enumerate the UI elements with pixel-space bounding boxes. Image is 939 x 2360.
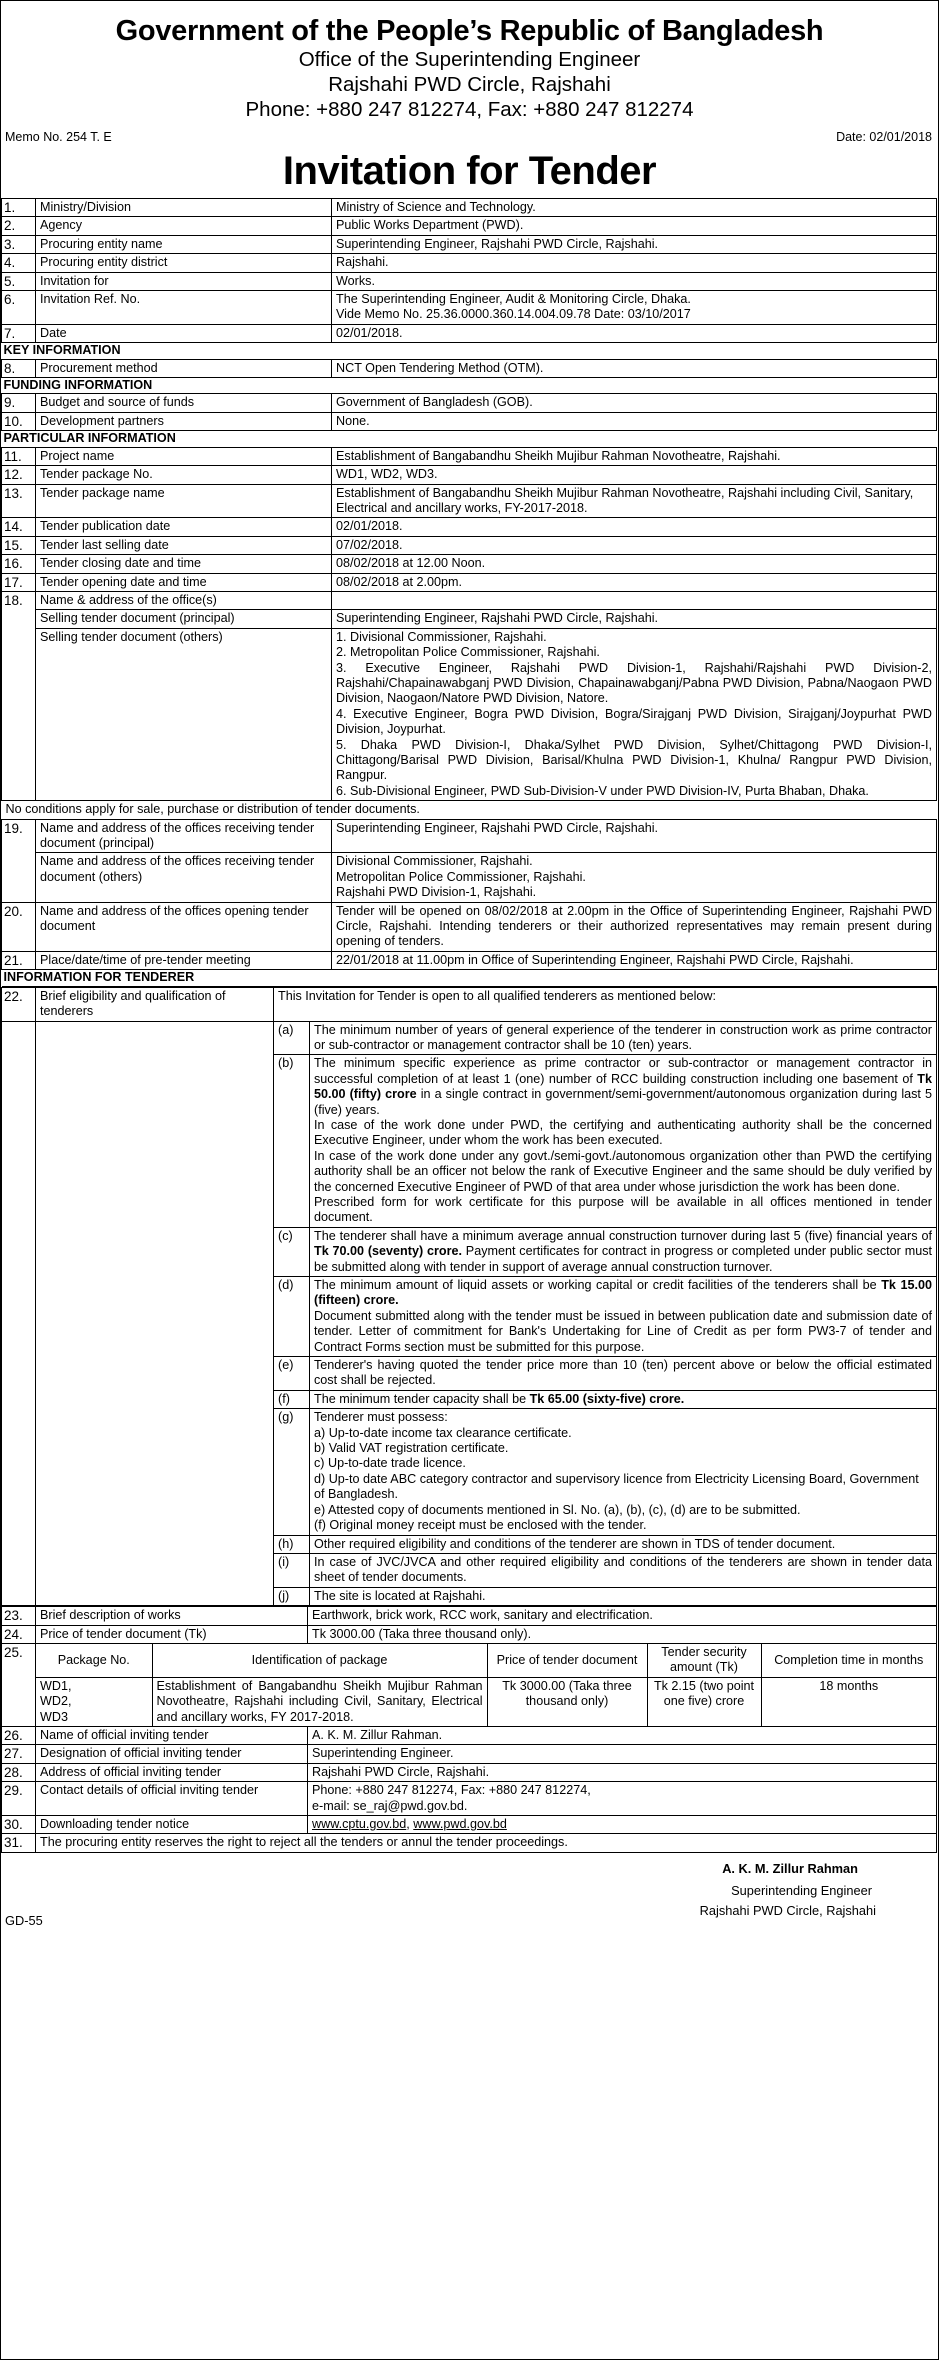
table-row <box>2 466 937 484</box>
table-row <box>2 1021 937 1055</box>
row-label: Project name <box>36 447 332 465</box>
package-header: Package No. <box>36 1644 152 1677</box>
row-label: Invitation Ref. No. <box>36 291 332 325</box>
table-row <box>2 555 937 573</box>
paragraph: Prescribed form for work certificate for this purpose will be available in all offices mentioned in tender document. <box>314 1194 932 1225</box>
list-item: a) Up-to-date income tax clearance certificate. <box>314 1425 572 1440</box>
row-label: Procuring entity name <box>36 235 332 253</box>
row-number: 8. <box>2 359 36 377</box>
row-number: 4. <box>2 254 36 272</box>
row-value: Rajshahi. <box>332 254 937 272</box>
table-row <box>2 801 937 819</box>
item-key: (e) <box>274 1357 310 1391</box>
table-row <box>2 199 937 217</box>
item-key: (b) <box>274 1055 310 1227</box>
package-header: Tender security amount (Tk) <box>647 1644 761 1677</box>
row-label: Brief description of works <box>36 1607 308 1625</box>
row-label: Agency <box>36 217 332 235</box>
table-row <box>2 272 937 290</box>
selling-offices-list <box>332 628 937 800</box>
row-number: 28. <box>2 1763 36 1781</box>
table-row <box>2 628 937 800</box>
package-number: WD3 <box>40 1709 68 1724</box>
section-heading <box>2 378 937 394</box>
row-label: Designation of official inviting tender <box>36 1745 308 1763</box>
package-number: WD1, <box>40 1678 72 1693</box>
table-row <box>2 1745 937 1763</box>
item-text <box>310 1277 937 1357</box>
row-label: Procurement method <box>36 359 332 377</box>
item-text <box>310 1390 937 1408</box>
row-number: 16. <box>2 555 36 573</box>
bold-amount: Tk 70.00 (seventy) crore. <box>314 1244 462 1259</box>
row-number: 20. <box>2 902 36 951</box>
table-row <box>2 518 937 536</box>
row-value: Public Works Department (PWD). <box>332 217 937 235</box>
row-value: Superintending Engineer, Rajshahi PWD Circle, Rajshahi. <box>332 235 937 253</box>
list-item: (f) Original money receipt must be enclosed with the tender. <box>314 1518 647 1533</box>
row-value <box>308 1816 937 1834</box>
contact-phone: Phone: +880 247 812274, Fax: +880 247 812274, <box>312 1783 591 1798</box>
row-label: Selling tender document (principal) <box>36 610 332 628</box>
package-price: Tk 3000.00 (Taka three thousand only) <box>487 1677 647 1726</box>
memo-date: Date: 02/01/2018 <box>836 130 932 144</box>
table-row <box>2 447 937 465</box>
table-row <box>2 902 937 951</box>
cptu-link[interactable]: www.cptu.gov.bd <box>312 1817 407 1831</box>
row-number: 5. <box>2 272 36 290</box>
row-value: Superintending Engineer, Rajshahi PWD Circle, Rajshahi. <box>332 819 937 853</box>
list-item: 1. Divisional Commissioner, Rajshahi. <box>336 629 547 644</box>
row-number: 30. <box>2 1816 36 1834</box>
text-span: The minimum specific experience as prime contractor or sub-contractor or management contractor in successful completion of at least 1 (one) number of RCC building construction including one basement of <box>314 1056 932 1086</box>
pwd-link[interactable]: www.pwd.gov.bd <box>413 1817 507 1831</box>
row-value: Tk 3000.00 (Taka three thousand only). <box>308 1625 937 1643</box>
no-conditions-note: No conditions apply for sale, purchase or distribution of tender documents. <box>2 801 937 819</box>
row-value: Tender will be opened on 08/02/2018 at 2.00pm in the Office of Superintending Engineer, Rajshahi PWD Circle, Rajshahi. Intending tenderers or their authorized representatives may remain present during opening of tenders. <box>332 902 937 951</box>
item-key: (f) <box>274 1390 310 1408</box>
package-header: Completion time in months <box>761 1644 936 1677</box>
row-number: 31. <box>2 1834 36 1852</box>
row-label: Selling tender document (others) <box>36 628 332 800</box>
row-number: 12. <box>2 466 36 484</box>
table-row <box>2 1726 937 1744</box>
signature-block <box>1 1853 938 1931</box>
list-item: b) Valid VAT registration certificate. <box>314 1441 509 1456</box>
row-number: 11. <box>2 447 36 465</box>
item-key: (i) <box>274 1553 310 1587</box>
row-label: Brief eligibility and qualification of tenderers <box>36 987 274 1021</box>
row-label: Address of official inviting tender <box>36 1763 308 1781</box>
row-number: 23. <box>2 1607 36 1625</box>
table-row <box>2 412 937 430</box>
row-value: Works. <box>332 272 937 290</box>
row-value <box>308 1782 937 1816</box>
row-label: Budget and source of funds <box>36 394 332 412</box>
item-key: (a) <box>274 1021 310 1055</box>
row-number <box>2 1021 36 1606</box>
section-heading <box>2 431 937 447</box>
table-row <box>2 987 937 1021</box>
text-span: The minimum tender capacity shall be <box>314 1391 530 1406</box>
eligibility-intro: This Invitation for Tender is open to all qualified tenderers as mentioned below: <box>274 987 937 1021</box>
table-row <box>2 484 937 518</box>
row-label: Downloading tender notice <box>36 1816 308 1834</box>
row-value: 22/01/2018 at 11.00pm in Office of Superintending Engineer, Rajshahi PWD Circle, Rajshahi. <box>332 951 937 969</box>
memo-line <box>1 126 938 146</box>
row-value <box>332 853 937 902</box>
row-value: Ministry of Science and Technology. <box>332 199 937 217</box>
row-number: 6. <box>2 291 36 325</box>
row-value: 02/01/2018. <box>332 518 937 536</box>
row-label: Name of official inviting tender <box>36 1726 308 1744</box>
page-title: Invitation for Tender <box>282 149 657 193</box>
value-line: The Superintending Engineer, Audit & Monitoring Circle, Dhaka. <box>336 292 691 307</box>
row-value: None. <box>332 412 937 430</box>
list-item: e) Attested copy of documents mentioned in Sl. No. (a), (b), (c), (d) are to be submitted. <box>314 1502 801 1517</box>
row-number: 19. <box>2 819 36 902</box>
table-row <box>2 591 937 609</box>
row-number: 24. <box>2 1625 36 1643</box>
bold-amount: Tk 50.00 (fifty) crore <box>314 1071 932 1102</box>
list-item: Divisional Commissioner, Rajshahi. <box>336 854 533 869</box>
package-security: Tk 2.15 (two point one five) crore <box>647 1677 761 1726</box>
package-row <box>36 1677 936 1726</box>
circle-name: Rajshahi PWD Circle, Rajshahi <box>328 73 611 96</box>
memo-number: Memo No. 254 T. E <box>5 130 112 144</box>
bold-amount: Tk 15.00 (fifteen) crore. <box>314 1278 932 1308</box>
row-number: 27. <box>2 1745 36 1763</box>
signatory-office: Rajshahi PWD Circle, Rajshahi <box>699 1902 876 1918</box>
row-label: Name and address of the offices opening tender document <box>36 902 332 951</box>
table-row <box>2 853 937 902</box>
row-number: 17. <box>2 573 36 591</box>
row-number: 25. <box>2 1643 36 1726</box>
row-value: Superintending Engineer, Rajshahi PWD Circle, Rajshahi. <box>332 610 937 628</box>
table-row <box>2 1782 937 1816</box>
row-value: Establishment of Bangabandhu Sheikh Mujibur Rahman Novotheatre, Rajshahi including Civil, Sanitary, Electrical and ancillary works, FY-2017-2018. <box>332 484 937 518</box>
table-row <box>2 235 937 253</box>
package-number: WD2, <box>40 1694 72 1709</box>
text-span: The minimum amount of liquid assets or working capital or credit facilities of the tenderers shall be <box>314 1278 882 1292</box>
item-text: Tenderer's having quoted the tender price more than 10 (ten) percent above or below the official estimated cost shall be rejected. <box>310 1357 937 1391</box>
row-number: 15. <box>2 536 36 554</box>
particular-information-heading: PARTICULAR INFORMATION <box>2 431 937 447</box>
list-item: d) Up-to date ABC category contractor and supervisory licence from Electricity Licensing Board, Government of Bangladesh. <box>314 1471 919 1502</box>
table-row <box>2 951 937 969</box>
row-number: 22. <box>2 987 36 1021</box>
row-value: 07/02/2018. <box>332 536 937 554</box>
row-value: 02/01/2018. <box>332 324 937 342</box>
row-number: 26. <box>2 1726 36 1744</box>
row-value: 08/02/2018 at 2.00pm. <box>332 573 937 591</box>
list-item: Metropolitan Police Commissioner, Rajshahi. <box>336 869 586 884</box>
row-label: Procuring entity district <box>36 254 332 272</box>
package-header-row <box>36 1644 936 1677</box>
table-row <box>2 573 937 591</box>
gd-code: GD-55 <box>5 1912 43 1928</box>
item-key: (d) <box>274 1277 310 1357</box>
row-value: Earthwork, brick work, RCC work, sanitary and electrification. <box>308 1607 937 1625</box>
row-label: Place/date/time of pre-tender meeting <box>36 951 332 969</box>
paragraph <box>314 1056 932 1118</box>
row-label <box>36 1021 274 1606</box>
list-item: 2. Metropolitan Police Commissioner, Rajshahi. <box>336 645 600 660</box>
table-row <box>2 394 937 412</box>
funding-information-heading: FUNDING INFORMATION <box>2 378 937 394</box>
item-text <box>310 1055 937 1227</box>
paragraph: Tenderer must possess: <box>314 1410 448 1425</box>
list-item: 5. Dhaka PWD Division-I, Dhaka/Sylhet PWD Division, Sylhet/Chittagong PWD Division-I, Chittagong/Barisal PWD Division, Barisal/Khulna PWD Division-1, Khulna/ Rangpur PWD Division, Rangpur. <box>336 737 932 783</box>
item-text: In case of JVC/JVCA and other required eligibility and conditions of the tenderers are shown in tender data sheet of tender documents. <box>310 1553 937 1587</box>
item-text <box>310 1227 937 1276</box>
row-value: Government of Bangladesh (GOB). <box>332 394 937 412</box>
item-text: The minimum number of years of general experience of the tenderer in construction work as prime contractor or sub-contractor or management contractor shall be 10 (ten) years. <box>310 1021 937 1055</box>
package-completion: 18 months <box>761 1677 936 1726</box>
package-identification: Establishment of Bangabandhu Sheikh Mujibur Rahman Novotheatre, Rajshahi including Civil, Sanitary, Electrical and ancillary works, FY 2017-2018. <box>152 1677 487 1726</box>
section-heading <box>2 970 937 986</box>
bold-amount: Tk 65.00 (sixty-five) crore. <box>529 1391 685 1406</box>
table-row <box>2 324 937 342</box>
item-key: (g) <box>274 1409 310 1535</box>
row-value: WD1, WD2, WD3. <box>332 466 937 484</box>
package-header: Price of tender document <box>487 1644 647 1677</box>
table-row <box>2 536 937 554</box>
row-number: 3. <box>2 235 36 253</box>
row-value <box>332 291 937 325</box>
row-number: 18. <box>2 591 36 800</box>
list-item: 3. Executive Engineer, Rajshahi PWD Division-1, Rajshahi/Rajshahi PWD Division-2, Rajshahi/Chapainawabganj PWD Division, Chapainawabganj/Pabna PWD Division, Pabna/Naogaon PWD Division, Naogaon/Natore PWD Division, Natore. <box>336 660 932 706</box>
phone-fax: Phone: +880 247 812274, Fax: +880 247 812274 <box>245 98 694 121</box>
item-key: (h) <box>274 1535 310 1553</box>
item-key: (c) <box>274 1227 310 1276</box>
text-span: The tenderer shall have a minimum average annual construction turnover during last 5 (five) financial years of <box>314 1228 932 1243</box>
row-value: A. K. M. Zillur Rahman. <box>308 1726 937 1744</box>
government-title: Government of the People’s Republic of Bangladesh <box>115 15 824 47</box>
row-label: Tender last selling date <box>36 536 332 554</box>
text-span: in a single contract in government/semi-government/autonomous organization during last 5 (five) years. <box>314 1087 932 1117</box>
table-row <box>2 1625 937 1643</box>
paragraph: In case of the work done under any govt./semi-govt./autonomous organization other than PWD the certifying authority shall be an officer not below the rank of Executive Engineer and the same should be duly verified by the concerned Executive Engineer of PWD of that area under whose jurisdiction the work has been done. <box>314 1148 932 1194</box>
row-number: 7. <box>2 324 36 342</box>
row-number: 21. <box>2 951 36 969</box>
row-label: Development partners <box>36 412 332 430</box>
row-number: 29. <box>2 1782 36 1816</box>
row-number: 2. <box>2 217 36 235</box>
table-row <box>2 217 937 235</box>
row-number: 9. <box>2 394 36 412</box>
table-row <box>2 610 937 628</box>
list-item: 6. Sub-Divisional Engineer, PWD Sub-Division-V under PWD Division-IV, Purta Bhaban, Dhaka. <box>336 783 869 798</box>
item-text: Other required eligibility and conditions of the tenderer are shown in TDS of tender document. <box>310 1535 937 1553</box>
paragraph: Document submitted along with the tender must be issued in between publication date and submission date of tender. Letter of commitment for Bank's Undertaking for Line of Credit as per form PW3-7 of tender and Contract Forms section must be submitted for this purpose. <box>314 1308 932 1354</box>
row-value: Establishment of Bangabandhu Sheikh Mujibur Rahman Novotheatre, Rajshahi. <box>332 447 937 465</box>
row-label: Tender package No. <box>36 466 332 484</box>
table-row <box>2 291 937 325</box>
package-table-cell <box>36 1643 937 1726</box>
package-numbers <box>36 1677 152 1726</box>
list-item: Rajshahi PWD Division-1, Rajshahi. <box>336 885 537 900</box>
item-key: (j) <box>274 1587 310 1605</box>
paragraph: In case of the work done under PWD, the certifying and authenticating authority shall be the concerned Executive Engineer, under whom the work has been executed. <box>314 1117 932 1148</box>
row-label: Name & address of the office(s) <box>36 591 332 609</box>
reservation-note: The procuring entity reserves the right to reject all the tenders or annul the tender proceedings. <box>36 1834 937 1852</box>
table-row <box>2 1834 937 1852</box>
row-label: Name and address of the offices receiving tender document (principal) <box>36 819 332 853</box>
separator: , <box>406 1817 414 1831</box>
office-name: Office of the Superintending Engineer <box>298 48 641 71</box>
signatory-name: A. K. M. Zillur Rahman <box>722 1860 858 1876</box>
eligibility-table <box>1 987 937 1606</box>
tenderer-information-heading: INFORMATION FOR TENDERER <box>2 970 937 986</box>
row-number: 13. <box>2 484 36 518</box>
row-label: Invitation for <box>36 272 332 290</box>
list-item: 4. Executive Engineer, Bogra PWD Division, Bogra/Sirajganj PWD Division, Sirajganj/Joypurhat PWD Division, Joypurhat. <box>336 706 932 737</box>
row-label: Contact details of official inviting tender <box>36 1782 308 1816</box>
table-row <box>2 254 937 272</box>
row-label: Name and address of the offices receiving tender document (others) <box>36 853 332 902</box>
row-label: Tender opening date and time <box>36 573 332 591</box>
key-information-heading: KEY INFORMATION <box>2 343 937 359</box>
row-label: Price of tender document (Tk) <box>36 1625 308 1643</box>
item-text: The site is located at Rajshahi. <box>310 1587 937 1605</box>
package-table <box>36 1644 936 1726</box>
table-row <box>2 1607 937 1625</box>
row-number: 10. <box>2 412 36 430</box>
package-header: Identification of package <box>152 1644 487 1677</box>
table-row <box>2 1643 937 1726</box>
table-row <box>2 359 937 377</box>
row-value: Superintending Engineer. <box>308 1745 937 1763</box>
tail-table <box>1 1606 937 1853</box>
row-value: Rajshahi PWD Circle, Rajshahi. <box>308 1763 937 1781</box>
table-row <box>2 819 937 853</box>
section-heading <box>2 343 937 359</box>
row-label: Ministry/Division <box>36 199 332 217</box>
table-row <box>2 1816 937 1834</box>
row-label: Tender package name <box>36 484 332 518</box>
table-row <box>2 1763 937 1781</box>
paragraph <box>314 1278 932 1309</box>
item-text <box>310 1409 937 1535</box>
contact-email: e-mail: se_raj@pwd.gov.bd. <box>312 1798 468 1813</box>
row-number: 14. <box>2 518 36 536</box>
text-span: Payment certificates for contract in progress or completed under public sector must be submitted along with tender in support of average annual construction turnover. <box>314 1244 932 1274</box>
tender-table <box>1 198 937 987</box>
row-label: Tender publication date <box>36 518 332 536</box>
row-value: 08/02/2018 at 12.00 Noon. <box>332 555 937 573</box>
list-item: c) Up-to-date trade licence. <box>314 1456 466 1471</box>
value-line: Vide Memo No. 25.36.0000.360.14.004.09.78 Date: 03/10/2017 <box>336 307 691 322</box>
row-value <box>332 591 937 609</box>
row-label: Date <box>36 324 332 342</box>
row-value: NCT Open Tendering Method (OTM). <box>332 359 937 377</box>
row-number: 1. <box>2 199 36 217</box>
signatory-designation: Superintending Engineer <box>731 1882 872 1898</box>
letterhead <box>1 15 938 122</box>
row-label: Tender closing date and time <box>36 555 332 573</box>
